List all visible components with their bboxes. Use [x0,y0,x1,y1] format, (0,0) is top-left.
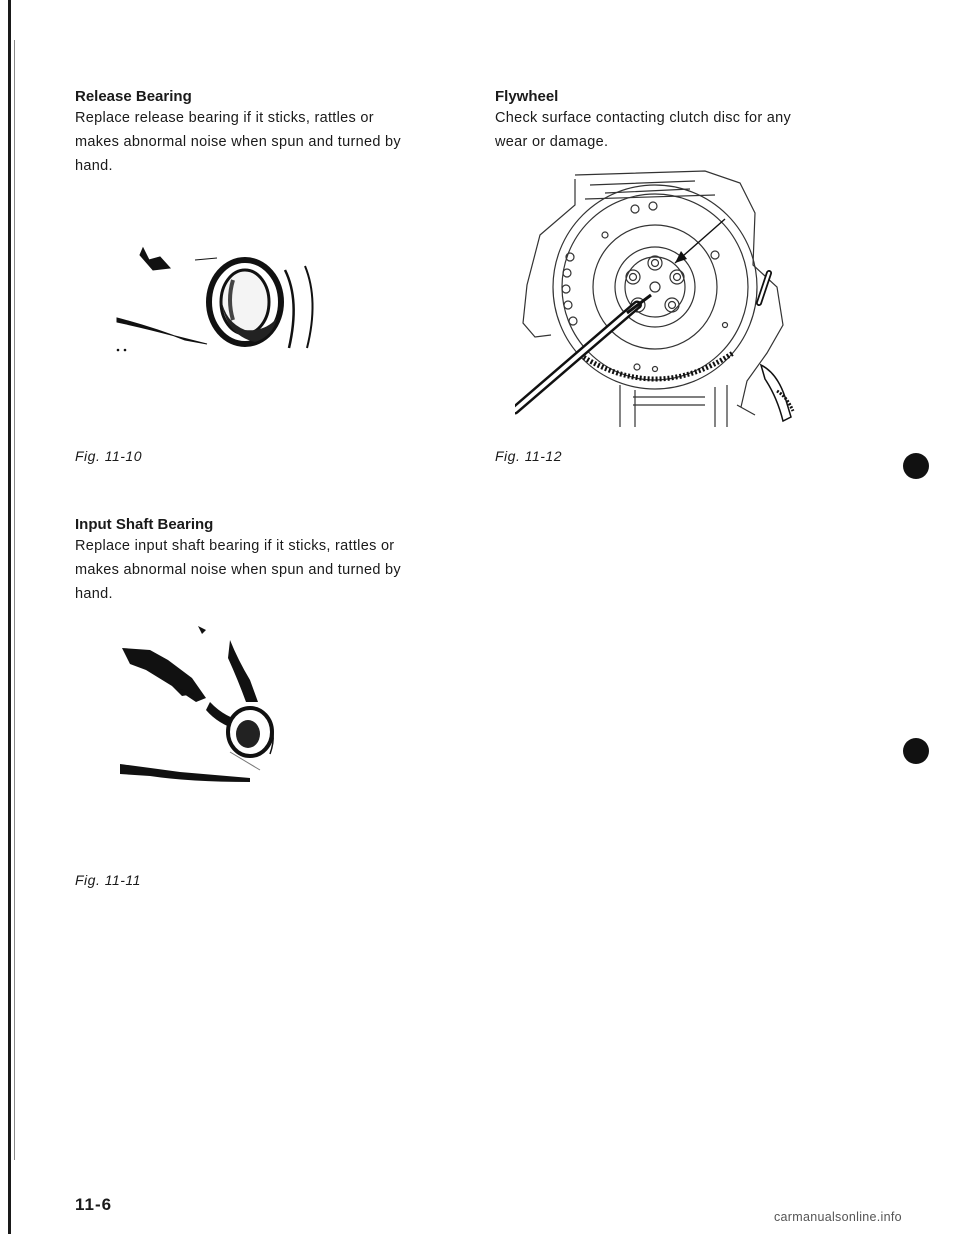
release-bearing-line-2: makes abnormal noise when spun and turned by [75,134,401,150]
input-shaft-bearing-line-1: Replace input shaft bearing if it sticks, rattles or [75,538,395,554]
release-bearing-heading: Release Bearing [75,88,192,105]
input-shaft-bearing-line-3: hand. [75,586,113,602]
fig-11-10-caption: Fig. 11-10 [75,448,142,464]
page-number: 11-6 [75,1195,113,1214]
flywheel-line-1: Check surface contacting clutch disc for any [495,110,792,126]
footer-watermark: carmanualsonline.info [774,1210,902,1224]
binding-edge-shadow [14,40,15,1160]
flywheel-line-2: wear or damage. [495,134,609,150]
margin-bullet-upper [903,453,929,479]
release-bearing-photo-icon [115,240,335,370]
input-shaft-bearing-line-2: makes abnormal noise when spun and turned by [75,562,401,578]
fig-11-11-caption: Fig. 11-11 [75,872,141,888]
release-bearing-line-3: hand. [75,158,113,174]
margin-bullet-lower [903,738,929,764]
flywheel-diagram-icon [515,165,815,430]
release-bearing-line-1: Replace release bearing if it sticks, rattles or [75,110,374,126]
input-shaft-bearing-heading: Input Shaft Bearing [75,516,214,533]
binding-edge-line [8,0,11,1234]
input-shaft-bearing-photo-icon [110,620,330,800]
flywheel-heading: Flywheel [495,88,559,105]
fig-11-12-caption: Fig. 11-12 [495,448,562,464]
